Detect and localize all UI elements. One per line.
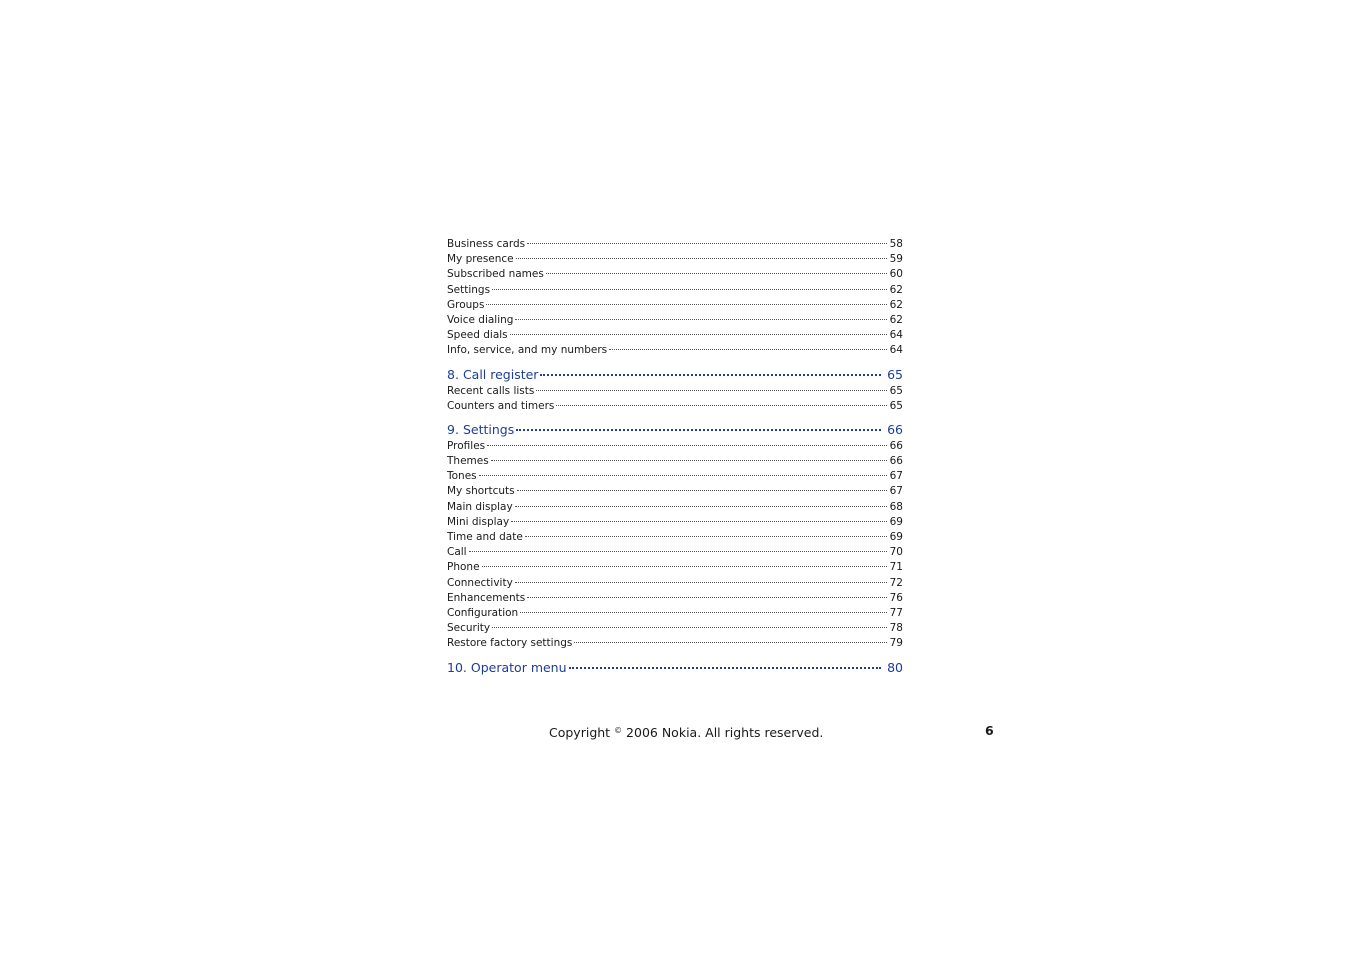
chapter-page: 66 — [887, 421, 903, 437]
dot-leader — [556, 404, 887, 406]
dot-leader — [525, 535, 887, 537]
dot-leader — [516, 428, 881, 431]
toc-entry-security[interactable] — [447, 621, 903, 636]
toc-entry-title: Restore factory settings — [447, 637, 573, 650]
dot-leader — [516, 257, 887, 259]
dot-leader — [492, 288, 887, 290]
chapter-page: 65 — [887, 366, 903, 382]
toc-entry-page: 58 — [889, 238, 903, 250]
toc-entry-page: 67 — [889, 485, 903, 498]
dot-leader — [520, 611, 887, 613]
dot-leader — [487, 444, 887, 446]
dot-leader — [486, 303, 887, 305]
toc-entry-page: 67 — [889, 470, 903, 483]
toc-chapter-operator-menu[interactable] — [447, 659, 903, 677]
toc-entry-page: 64 — [889, 344, 903, 357]
toc-entry-page: 65 — [889, 384, 903, 397]
toc-entry-time-and-date[interactable] — [447, 530, 903, 545]
dot-leader — [515, 318, 887, 320]
copyright-suffix: 2006 Nokia. All rights reserved. — [626, 725, 824, 740]
toc-entry-my-presence[interactable] — [447, 252, 903, 267]
toc-entry-title: Settings — [447, 283, 491, 296]
toc-entry-page: 66 — [889, 455, 903, 468]
chapter-number: 8. — [447, 366, 459, 382]
copyright-prefix: Copyright — [549, 725, 611, 740]
chapter-title: Operator menu — [470, 659, 567, 675]
chapter-title: Settings — [462, 421, 515, 437]
toc-entry-configuration[interactable] — [447, 606, 903, 621]
toc-entry-call[interactable] — [447, 545, 903, 560]
toc-entry-connectivity[interactable] — [447, 576, 903, 591]
toc-entry-page: 69 — [889, 515, 903, 528]
dot-leader — [482, 565, 887, 567]
toc-chapter-call-register[interactable] — [447, 366, 903, 384]
footer-copyright — [549, 723, 823, 741]
toc-entry-page: 70 — [889, 546, 903, 559]
toc-entry-tones[interactable] — [447, 469, 903, 484]
chapter-number: 10. — [447, 659, 467, 675]
toc-entry-themes[interactable] — [447, 454, 903, 469]
dot-leader — [517, 489, 887, 491]
dot-leader — [515, 505, 887, 507]
toc-entry-page: 62 — [889, 298, 903, 311]
dot-leader — [609, 348, 887, 350]
chapter-page: 80 — [887, 659, 903, 675]
table-of-contents — [447, 237, 903, 677]
dot-leader — [492, 626, 887, 628]
toc-entry-speed-dials[interactable] — [447, 328, 903, 343]
toc-entry-page: 76 — [889, 591, 903, 604]
toc-entry-title: Enhancements — [447, 591, 526, 604]
toc-entry-mini-display[interactable] — [447, 515, 903, 530]
dot-leader — [510, 333, 887, 335]
toc-entry-main-display[interactable] — [447, 500, 903, 515]
toc-entry-groups[interactable] — [447, 298, 903, 313]
toc-entry-subscribed-names[interactable] — [447, 267, 903, 282]
toc-entry-title: Main display — [447, 500, 513, 513]
toc-entry-title: Phone — [447, 561, 480, 574]
chapter-title: Call register — [462, 366, 539, 382]
toc-entry-title: Recent calls lists — [447, 384, 535, 397]
toc-entry-counters-and-timers[interactable] — [447, 399, 903, 414]
toc-entry-page: 71 — [889, 561, 903, 574]
dot-leader — [574, 641, 887, 643]
dot-leader — [491, 459, 887, 461]
dot-leader — [546, 272, 887, 274]
dot-leader — [469, 550, 887, 552]
toc-entry-title: Subscribed names — [447, 268, 544, 281]
toc-entry-page: 72 — [889, 576, 903, 589]
dot-leader — [479, 474, 887, 476]
dot-leader — [511, 520, 887, 522]
toc-entry-title: Configuration — [447, 606, 519, 619]
toc-entry-page: 60 — [889, 268, 903, 281]
toc-entry-title: Security — [447, 622, 491, 635]
dot-leader — [536, 389, 887, 391]
toc-entry-page: 79 — [889, 637, 903, 650]
toc-entry-page: 64 — [889, 329, 903, 342]
toc-entry-voice-dialing[interactable] — [447, 313, 903, 328]
toc-entry-title: Business cards — [447, 238, 526, 250]
toc-entry-title: Counters and timers — [447, 399, 555, 412]
toc-chapter-settings[interactable] — [447, 421, 903, 439]
toc-entry-phone[interactable] — [447, 560, 903, 575]
page-number: 6 — [985, 723, 994, 738]
toc-entry-title: My shortcuts — [447, 485, 515, 498]
chapter-number: 9. — [447, 421, 459, 437]
toc-entry-title: Voice dialing — [447, 313, 514, 326]
dot-leader — [515, 581, 887, 583]
toc-entry-page: 66 — [889, 439, 903, 452]
toc-entry-restore-factory-settings[interactable] — [447, 636, 903, 651]
toc-entry-title: Info, service, and my numbers — [447, 344, 608, 357]
toc-entry-title: Connectivity — [447, 576, 513, 589]
toc-entry-page: 77 — [889, 606, 903, 619]
toc-entry-page: 65 — [889, 399, 903, 412]
toc-entry-page: 62 — [889, 313, 903, 326]
toc-entry-settings[interactable] — [447, 283, 903, 298]
dot-leader — [527, 242, 887, 244]
toc-entry-title: Mini display — [447, 515, 510, 528]
dot-leader — [569, 666, 881, 669]
toc-entry-title: Call — [447, 546, 467, 559]
toc-entry-business-cards[interactable] — [447, 237, 903, 252]
copyright-symbol: © — [614, 726, 623, 735]
toc-entry-title: My presence — [447, 253, 514, 266]
toc-entry-title: Themes — [447, 455, 489, 468]
toc-entry-page: 69 — [889, 531, 903, 543]
toc-entry-title: Speed dials — [447, 329, 508, 342]
toc-entry-info-service-numbers[interactable] — [447, 343, 903, 358]
toc-entry-enhancements[interactable] — [447, 591, 903, 606]
toc-entry-title: Tones — [447, 470, 477, 483]
toc-entry-title: Profiles — [447, 439, 486, 452]
toc-entry-title: Time and date — [447, 531, 523, 543]
toc-entry-my-shortcuts[interactable] — [447, 484, 903, 499]
dot-leader — [540, 373, 881, 376]
toc-entry-recent-calls-lists[interactable] — [447, 384, 903, 399]
dot-leader — [527, 596, 887, 598]
toc-entry-page: 68 — [889, 500, 903, 513]
toc-entry-page: 78 — [889, 622, 903, 635]
toc-entry-page: 59 — [889, 253, 903, 266]
toc-entry-page: 62 — [889, 283, 903, 296]
toc-entry-title: Groups — [447, 298, 485, 311]
toc-entry-profiles[interactable] — [447, 439, 903, 454]
